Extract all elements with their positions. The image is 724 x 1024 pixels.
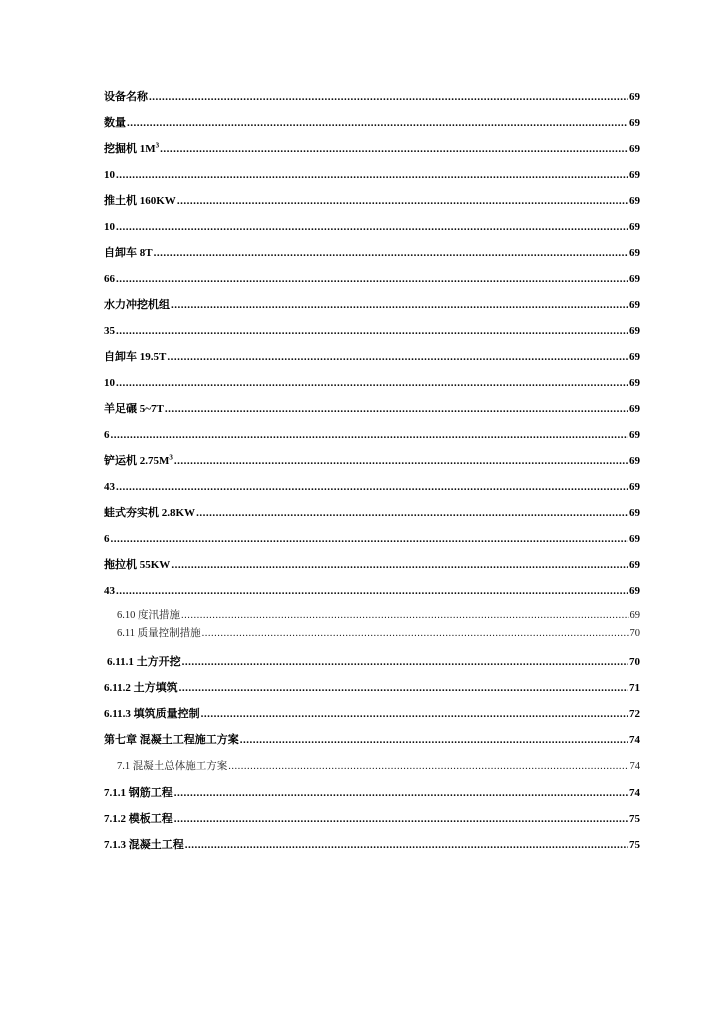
toc-dot-leader: [179, 681, 628, 695]
toc-entry-label: 拖拉机 55KW: [104, 559, 171, 571]
toc-entry[interactable]: [104, 808, 640, 826]
toc-page-number: 69: [629, 299, 640, 311]
toc-page-number: 70: [629, 628, 640, 639]
toc-entry-label: 6: [104, 533, 110, 545]
toc-entry[interactable]: [104, 782, 640, 800]
toc-dot-leader: [116, 220, 628, 234]
toc-entry-label: 7.1 混凝土总体施工方案: [117, 761, 228, 772]
toc-entry-label: 6: [104, 429, 110, 441]
toc-entry-label: 6.11.1 土方开挖: [107, 656, 181, 668]
toc-page-number: 69: [629, 559, 640, 571]
toc-entry-label: 数量: [104, 117, 126, 129]
superscript: 3: [169, 453, 173, 462]
toc-entry[interactable]: [104, 580, 640, 598]
toc-entry[interactable]: [117, 623, 640, 641]
toc-entry[interactable]: [104, 112, 640, 130]
toc-entry-label: 推土机 160KW: [104, 195, 176, 207]
toc-dot-leader: [182, 655, 628, 669]
toc-entry-label: 自卸车 19.5T: [104, 351, 167, 363]
toc-entry[interactable]: [104, 834, 640, 852]
toc-entry-label: [104, 142, 159, 156]
toc-entry[interactable]: [104, 346, 640, 364]
toc-dot-leader: [171, 558, 628, 572]
toc-page-number: 75: [629, 813, 640, 825]
toc-page-number: 69: [629, 455, 640, 467]
toc-entry-label: 10: [104, 377, 115, 389]
toc-entry[interactable]: [104, 86, 640, 104]
toc-entry[interactable]: [104, 320, 640, 338]
toc-dot-leader: [174, 454, 628, 468]
toc-entry-label: 66: [104, 273, 115, 285]
toc-page-number: 69: [629, 351, 640, 363]
toc-entry[interactable]: [104, 398, 640, 416]
toc-page-number: 69: [629, 533, 640, 545]
toc-dot-leader: [149, 90, 628, 104]
toc-entry-label: 6.10 度汛措施: [117, 610, 180, 621]
toc-page-number: 69: [629, 273, 640, 285]
toc-dot-leader: [174, 786, 628, 800]
toc-entry-label: 7.1.2 模板工程: [104, 813, 173, 825]
toc-dot-leader: [240, 733, 628, 747]
toc-entry-label: 6.11 质量控制措施: [117, 628, 201, 639]
toc-dot-leader: [174, 812, 628, 826]
toc-page-number: 72: [629, 708, 640, 720]
toc-page-number: 69: [629, 507, 640, 519]
toc-page-number: 69: [629, 481, 640, 493]
toc-page-number: 69: [629, 403, 640, 415]
toc-page-number: 69: [629, 585, 640, 597]
toc-entry-label: 6.11.3 填筑质量控制: [104, 708, 200, 720]
toc-entry-label: 43: [104, 585, 115, 597]
toc-entry-label: [104, 454, 173, 468]
toc-entry[interactable]: [104, 164, 640, 182]
toc-dot-leader: [154, 246, 628, 260]
toc-dot-leader: [202, 627, 629, 641]
toc-dot-leader: [167, 350, 628, 364]
toc-page-number: 69: [629, 610, 640, 621]
toc-entry[interactable]: [104, 268, 640, 286]
toc-page-number: 69: [629, 377, 640, 389]
toc-entry[interactable]: [104, 242, 640, 260]
toc-entry[interactable]: [107, 651, 640, 669]
toc-dot-leader: [177, 194, 628, 208]
toc-dot-leader: [171, 298, 628, 312]
toc-page-number: 69: [629, 247, 640, 259]
toc-dot-leader: [165, 402, 628, 416]
toc-entry[interactable]: [104, 138, 640, 156]
toc-entry-label: 7.1.1 钢筋工程: [104, 787, 173, 799]
toc-entry-label: 羊足碾 5~7T: [104, 403, 164, 415]
toc-dot-leader: [185, 838, 628, 852]
toc-dot-leader: [201, 707, 628, 721]
toc-entry-label: 43: [104, 481, 115, 493]
toc-entry[interactable]: [104, 450, 640, 468]
toc-entry-label: 设备名称: [104, 91, 148, 103]
toc-entry[interactable]: [104, 190, 640, 208]
toc-page-number: 69: [629, 195, 640, 207]
toc-entry[interactable]: [104, 554, 640, 572]
toc-page-number: 69: [629, 117, 640, 129]
toc-dot-leader: [116, 480, 628, 494]
toc-dot-leader: [116, 324, 628, 338]
toc-entry-label: 10: [104, 221, 115, 233]
toc-entry[interactable]: [104, 677, 640, 695]
toc-entry-label: 35: [104, 325, 115, 337]
toc-dot-leader: [160, 142, 628, 156]
toc-page-number: 74: [629, 734, 640, 746]
toc-entry-label: 水力冲挖机组: [104, 299, 170, 311]
toc-entry-label-text: 挖掘机 1M: [104, 143, 156, 155]
toc-entry[interactable]: [104, 729, 640, 747]
toc-entry[interactable]: [104, 216, 640, 234]
toc-page-number: 75: [629, 839, 640, 851]
toc-entry[interactable]: [117, 605, 640, 623]
toc-page-number: 69: [629, 429, 640, 441]
toc-entry-label: 6.11.2 土方填筑: [104, 682, 178, 694]
toc-dot-leader: [116, 272, 628, 286]
toc-dot-leader: [116, 376, 628, 390]
toc-entry-label: 自卸车 8T: [104, 247, 153, 259]
toc-entry-label: 7.1.3 混凝土工程: [104, 839, 184, 851]
toc-entry[interactable]: [104, 294, 640, 312]
toc-dot-leader: [196, 506, 628, 520]
toc-entry-label: 蛙式夯实机 2.8KW: [104, 507, 196, 519]
toc-entry[interactable]: [104, 703, 640, 721]
toc-entry[interactable]: [104, 372, 640, 390]
toc-page-number: 74: [629, 787, 640, 799]
toc-page-number: 69: [629, 169, 640, 181]
toc-page-number: 69: [629, 325, 640, 337]
toc-page-number: 69: [629, 91, 640, 103]
toc-entry-label-text: 铲运机 2.75M: [104, 455, 170, 467]
toc-entry-label: 第七章 混凝土工程施工方案: [104, 734, 239, 746]
superscript: 3: [155, 141, 160, 150]
toc-dot-leader: [116, 584, 628, 598]
toc-entry[interactable]: [104, 528, 640, 546]
toc-page-number: 69: [629, 143, 640, 155]
toc-page-number: 70: [629, 656, 640, 668]
toc-dot-leader: [116, 168, 628, 182]
toc-entry[interactable]: [104, 476, 640, 494]
toc-page-number: 69: [629, 221, 640, 233]
toc-entry[interactable]: [117, 756, 640, 774]
toc-entry-label: 10: [104, 169, 115, 181]
toc-dot-leader: [228, 760, 628, 774]
toc-page-number: 71: [629, 682, 640, 694]
toc-dot-leader: [111, 532, 629, 546]
toc-dot-leader: [181, 609, 629, 623]
toc-entry[interactable]: [104, 424, 640, 442]
toc-page-number: 74: [629, 761, 640, 772]
toc-dot-leader: [127, 116, 628, 130]
toc-entry[interactable]: [104, 502, 640, 520]
toc-dot-leader: [111, 428, 629, 442]
